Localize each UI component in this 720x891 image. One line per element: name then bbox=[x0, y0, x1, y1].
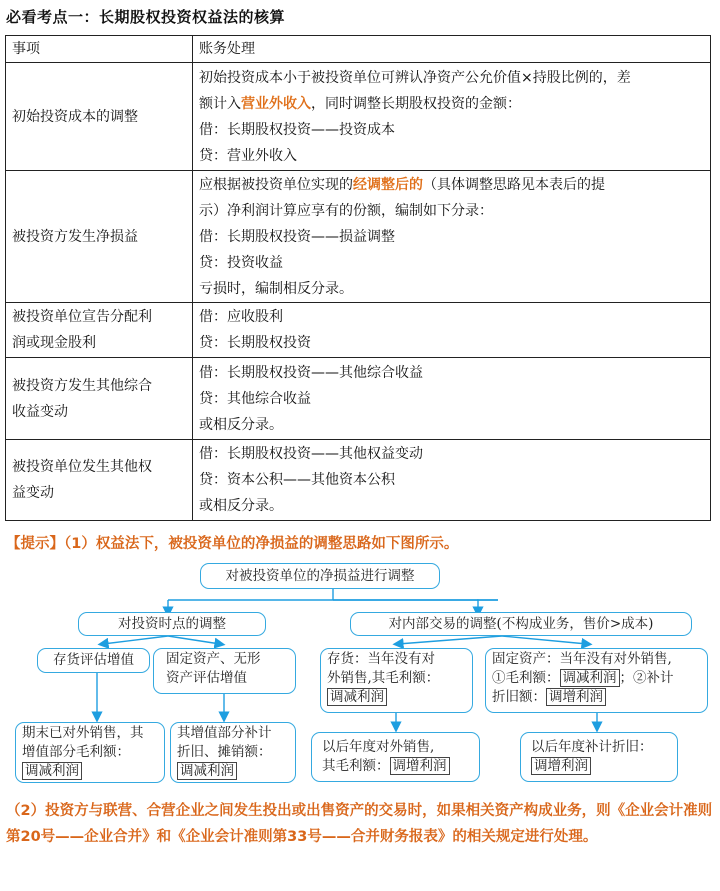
node-line bbox=[322, 757, 473, 776]
text-line bbox=[199, 172, 704, 198]
text-line bbox=[199, 91, 704, 117]
root-node: 对被投资单位的净损益进行调整 bbox=[200, 563, 440, 589]
table-row bbox=[6, 171, 711, 303]
tip-heading: 【提示】（1）权益法下，被投资单位的净损益的调整思路如下图所示。 bbox=[6, 536, 459, 552]
text-span: 额计入 bbox=[199, 95, 241, 112]
item-line: 被投资单位宣告分配利 bbox=[12, 309, 152, 325]
table-row bbox=[6, 358, 711, 440]
text-span: 贷：投资收益 bbox=[199, 254, 283, 271]
row-item bbox=[6, 303, 193, 358]
leaf-later-year-sale bbox=[311, 732, 480, 782]
profit-tag: 调减利润 bbox=[327, 688, 387, 706]
table-row bbox=[6, 63, 711, 171]
node-line bbox=[492, 669, 701, 688]
profit-tag: 调减利润 bbox=[22, 762, 82, 780]
page-title: 必看考点一：长期股权投资权益法的核算 bbox=[6, 8, 286, 26]
table-row bbox=[6, 440, 711, 521]
node-text: 折旧额： bbox=[492, 689, 546, 705]
highlight-text: 营业外收入 bbox=[241, 95, 311, 112]
item-line: 被投资单位发生其他权 bbox=[12, 459, 152, 475]
node-inventory-internal bbox=[320, 648, 473, 713]
profit-tag: 调减利润 bbox=[560, 669, 620, 687]
row-item: 被投资方发生净损益 bbox=[6, 171, 193, 303]
profit-tag: 调增利润 bbox=[390, 757, 450, 775]
node-text: 其毛利额： bbox=[322, 758, 390, 774]
node-inventory-appreciation: 存货评估增值 bbox=[37, 648, 150, 673]
node-fixed-asset-appreciation bbox=[153, 648, 296, 694]
text-span: 亏损时，编制相反分录。 bbox=[199, 280, 353, 297]
text-span: 初始投资成本小于被投资单位可辨认净资产公允价值×持股比例的，差 bbox=[199, 69, 631, 86]
header-item: 事项 bbox=[6, 36, 193, 63]
text-line bbox=[199, 198, 704, 224]
node-line bbox=[22, 762, 158, 781]
item-line: 被投资方发生其他综合 bbox=[12, 377, 152, 394]
leaf-later-year-depreciation bbox=[520, 732, 678, 782]
tip-note-2: （2）投资方与联营、合营企业之间发生投出或出售资产的交易时，如果相关资产构成业务，则《企业会计准则第20号——企业合并》和《企业会计准则第33号——合并财务报表》的相关规定进行处理。 bbox=[6, 803, 713, 845]
node-fixed-asset-internal bbox=[485, 648, 708, 713]
row-treatment bbox=[193, 440, 711, 521]
text-span: （具体调整思路见本表后的提 bbox=[423, 176, 605, 193]
row-item bbox=[6, 358, 193, 440]
node-line: 以后年度对外销售, bbox=[322, 739, 435, 755]
table-row bbox=[6, 303, 711, 358]
profit-tag: 调减利润 bbox=[177, 762, 237, 780]
debit-line: 借：长期股权投资——其他综合收益 bbox=[199, 364, 423, 381]
credit-line bbox=[199, 250, 704, 276]
node-line: 折旧、摊销额： bbox=[177, 744, 272, 760]
debit-line bbox=[199, 117, 704, 143]
row-item bbox=[6, 440, 193, 521]
text-span: 示）净利润计算应享有的份额，编制如下分录： bbox=[199, 202, 493, 219]
text-line bbox=[199, 276, 704, 302]
node-line bbox=[531, 757, 671, 776]
text-line bbox=[199, 65, 704, 91]
text-span: 借：长期股权投资——投资成本 bbox=[199, 121, 395, 138]
node-line: 增值部分毛利额： bbox=[22, 744, 130, 760]
debit-line: 借：应收股利 bbox=[199, 309, 283, 325]
credit-line bbox=[199, 143, 704, 169]
profit-tag: 调增利润 bbox=[531, 757, 591, 775]
text-span: 借：长期股权投资——损益调整 bbox=[199, 228, 395, 245]
row-treatment bbox=[193, 63, 711, 171]
node-line: 固定资产：当年没有对外销售, bbox=[492, 651, 672, 667]
adjustment-flow-diagram bbox=[0, 555, 720, 795]
text-span: ，同时调整长期股权投资的金额： bbox=[311, 95, 521, 112]
text-line: 或相反分录。 bbox=[199, 498, 283, 514]
row-treatment bbox=[193, 171, 711, 303]
credit-line: 贷：其他综合收益 bbox=[199, 390, 311, 407]
node-line: 其增值部分补计 bbox=[177, 725, 272, 741]
node-line: 以后年度补计折旧： bbox=[531, 739, 653, 755]
debit-line: 借：长期股权投资——其他权益变动 bbox=[199, 446, 423, 462]
node-line bbox=[327, 688, 466, 707]
credit-line: 贷：资本公积——其他资本公积 bbox=[199, 472, 395, 488]
header-treatment: 账务处理 bbox=[193, 36, 711, 63]
text-span: 贷：营业外收入 bbox=[199, 147, 297, 164]
row-treatment bbox=[193, 358, 711, 440]
item-line: 收益变动 bbox=[12, 403, 68, 420]
node-line: 存货：当年没有对 bbox=[327, 651, 435, 667]
branch-internal-transaction: 对内部交易的调整(不构成业务，售价>成本) bbox=[350, 612, 692, 636]
node-text: ①毛利额： bbox=[492, 670, 560, 686]
leaf-depreciation-extra bbox=[170, 722, 296, 783]
credit-line: 贷：长期股权投资 bbox=[199, 335, 311, 351]
node-line bbox=[492, 688, 701, 707]
node-line: 期末已对外销售，其 bbox=[22, 725, 144, 741]
debit-line bbox=[199, 224, 704, 250]
item-line: 益变动 bbox=[12, 485, 54, 501]
node-line bbox=[177, 762, 289, 781]
node-line: 固定资产、无形 bbox=[166, 651, 261, 667]
item-line: 润或现金股利 bbox=[12, 335, 96, 351]
branch-investment-date: 对投资时点的调整 bbox=[78, 612, 266, 636]
node-text: ；②补计 bbox=[619, 670, 674, 686]
text-line: 或相反分录。 bbox=[199, 416, 283, 433]
node-line: 外销售,其毛利额： bbox=[327, 670, 440, 686]
highlight-text: 经调整后的 bbox=[353, 176, 423, 193]
node-line: 资产评估增值 bbox=[166, 670, 247, 686]
accounting-table bbox=[5, 35, 711, 521]
leaf-inventory-sold bbox=[15, 722, 165, 783]
table-header-row bbox=[6, 36, 711, 63]
row-item: 初始投资成本的调整 bbox=[6, 63, 193, 171]
text-span: 应根据被投资单位实现的 bbox=[199, 176, 353, 193]
profit-tag: 调增利润 bbox=[546, 688, 606, 706]
row-treatment bbox=[193, 303, 711, 358]
